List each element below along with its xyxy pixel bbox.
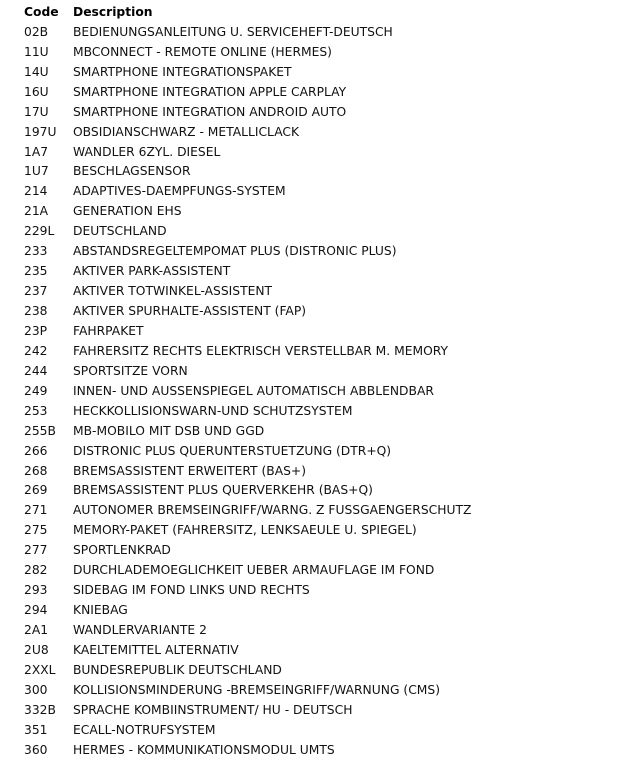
option-code: 16U: [24, 84, 49, 99]
option-description: BESCHLAGSENSOR: [73, 164, 191, 179]
table-row: [24, 580, 624, 600]
option-description: DISTRONIC PLUS QUERUNTERSTUETZUNG (DTR+Q): [73, 443, 392, 458]
table-row: [24, 142, 624, 162]
table-row: [24, 221, 624, 241]
table-row: [24, 461, 624, 481]
option-code: 21A: [24, 204, 49, 219]
option-code: 214: [24, 184, 48, 199]
option-description: BEDIENUNGSANLEITUNG U. SERVICEHEFT-DEUTSCH: [73, 24, 393, 39]
table-row: [24, 241, 624, 261]
option-description: FAHRPAKET: [73, 323, 144, 338]
option-description: BREMSASSISTENT PLUS QUERVERKEHR (BAS+Q): [73, 483, 373, 498]
option-description: HERMES - KOMMUNIKATIONSMODUL UMTS: [73, 742, 335, 757]
table-row: [24, 341, 624, 361]
table-row: [24, 62, 624, 82]
table-row: [24, 540, 624, 560]
table-row: [24, 700, 624, 720]
option-code: 332B: [24, 702, 56, 717]
option-description: SPORTLENKRAD: [73, 543, 171, 558]
option-description: DURCHLADEMOEGLICHKEIT UEBER ARMAUFLAGE IM FOND: [73, 563, 435, 578]
column-header-description: Description: [73, 4, 153, 19]
table-row: [24, 301, 624, 321]
option-code: 294: [24, 603, 48, 618]
option-description: MB-MOBILO MIT DSB UND GGD: [73, 423, 265, 438]
option-description: WANDLERVARIANTE 2: [73, 623, 207, 638]
option-description: ECALL-NOTRUFSYSTEM: [73, 722, 216, 737]
option-code: 1A7: [24, 144, 49, 159]
option-code: 238: [24, 304, 48, 319]
option-code: 2U8: [24, 642, 49, 657]
table-row: [24, 261, 624, 281]
table-row: [24, 740, 624, 760]
column-header-code: Code: [24, 4, 59, 19]
option-description: BREMSASSISTENT ERWEITERT (BAS+): [73, 463, 307, 478]
option-description: INNEN- UND AUSSENSPIEGEL AUTOMATISCH ABBLENDBAR: [73, 383, 434, 398]
option-code: 271: [24, 503, 48, 518]
option-code: 229L: [24, 224, 55, 239]
table-row: [24, 640, 624, 660]
option-description: MBCONNECT - REMOTE ONLINE (HERMES): [73, 44, 332, 59]
option-description: SMARTPHONE INTEGRATIONSPAKET: [73, 64, 292, 79]
table-row: [24, 361, 624, 381]
option-code: 23P: [24, 323, 48, 338]
table-row: [24, 560, 624, 580]
table-body: [24, 22, 624, 760]
option-description: KNIEBAG: [73, 603, 128, 618]
option-code: 11U: [24, 44, 49, 59]
option-code: 277: [24, 543, 48, 558]
option-code: 14U: [24, 64, 49, 79]
table-row: [24, 620, 624, 640]
option-description: SMARTPHONE INTEGRATION ANDROID AUTO: [73, 104, 347, 119]
option-code: 255B: [24, 423, 56, 438]
table-row: [24, 401, 624, 421]
option-description: ADAPTIVES-DAEMPFUNGS-SYSTEM: [73, 184, 286, 199]
option-code: 242: [24, 343, 48, 358]
option-code: 282: [24, 563, 48, 578]
table-row: [24, 660, 624, 680]
table-row: [24, 680, 624, 700]
option-code: 2XXL: [24, 662, 56, 677]
option-description: SIDEBAG IM FOND LINKS UND RECHTS: [73, 583, 310, 598]
table-row: [24, 600, 624, 620]
option-code: 249: [24, 383, 48, 398]
table-row: [24, 500, 624, 520]
option-code: 02B: [24, 24, 49, 39]
option-description: MEMORY-PAKET (FAHRERSITZ, LENKSAEULE U. SPIEGEL): [73, 523, 417, 538]
option-code: 197U: [24, 124, 57, 139]
option-description: HECKKOLLISIONSWARN-UND SCHUTZSYSTEM: [73, 403, 353, 418]
option-code: 293: [24, 583, 48, 598]
option-description: AKTIVER SPURHALTE-ASSISTENT (FAP): [73, 304, 307, 319]
option-code: 237: [24, 284, 48, 299]
option-code: 275: [24, 523, 48, 538]
option-code: 244: [24, 363, 48, 378]
option-description: SMARTPHONE INTEGRATION APPLE CARPLAY: [73, 84, 347, 99]
option-description: AKTIVER PARK-ASSISTENT: [73, 264, 231, 279]
table-row: [24, 201, 624, 221]
table-row: [24, 42, 624, 62]
option-description: KAELTEMITTEL ALTERNATIV: [73, 642, 239, 657]
table-row: [24, 720, 624, 740]
option-code: 268: [24, 463, 48, 478]
table-row: [24, 22, 624, 42]
table-row: [24, 381, 624, 401]
option-code: 360: [24, 742, 48, 757]
table-row: [24, 82, 624, 102]
option-code: 233: [24, 244, 48, 259]
option-code: 351: [24, 722, 48, 737]
table-row: [24, 481, 624, 501]
table-header: [24, 2, 624, 22]
option-code-table: [24, 2, 624, 760]
option-description: DEUTSCHLAND: [73, 224, 167, 239]
table-row: [24, 281, 624, 301]
option-description: ABSTANDSREGELTEMPOMAT PLUS (DISTRONIC PLUS): [73, 244, 397, 259]
table-row: [24, 321, 624, 341]
table-row: [24, 102, 624, 122]
option-description: KOLLISIONSMINDERUNG -BREMSEINGRIFF/WARNUNG (CMS): [73, 682, 440, 697]
option-description: AKTIVER TOTWINKEL-ASSISTENT: [73, 284, 273, 299]
option-description: FAHRERSITZ RECHTS ELEKTRISCH VERSTELLBAR M. MEMORY: [73, 343, 449, 358]
option-description: GENERATION EHS: [73, 204, 182, 219]
option-code: 2A1: [24, 623, 49, 638]
option-code: 253: [24, 403, 48, 418]
option-description: WANDLER 6ZYL. DIESEL: [73, 144, 221, 159]
option-code: 17U: [24, 104, 49, 119]
option-code: 300: [24, 682, 48, 697]
table-row: [24, 441, 624, 461]
option-code: 1U7: [24, 164, 49, 179]
option-code: 235: [24, 264, 48, 279]
option-description: OBSIDIANSCHWARZ - METALLICLACK: [73, 124, 300, 139]
option-description: AUTONOMER BREMSEINGRIFF/WARNG. Z FUSSGAENGERSCHUTZ: [73, 503, 472, 518]
table-row: [24, 122, 624, 142]
table-row: [24, 162, 624, 182]
option-description: BUNDESREPUBLIK DEUTSCHLAND: [73, 662, 282, 677]
table-row: [24, 520, 624, 540]
option-description: SPRACHE KOMBIINSTRUMENT/ HU - DEUTSCH: [73, 702, 353, 717]
option-code: 269: [24, 483, 48, 498]
option-description: SPORTSITZE VORN: [73, 363, 188, 378]
table-row: [24, 181, 624, 201]
option-code: 266: [24, 443, 48, 458]
table-row: [24, 421, 624, 441]
